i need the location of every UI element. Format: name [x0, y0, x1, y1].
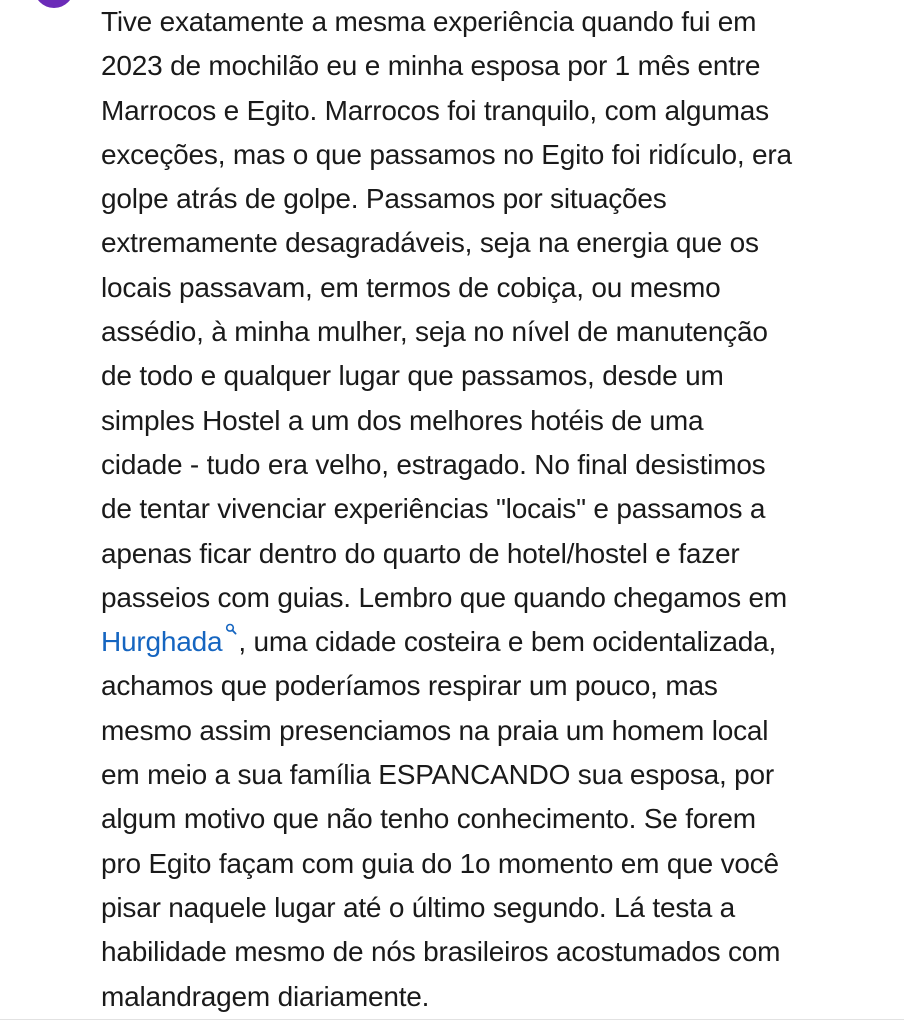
text-line-with-link — [101, 620, 861, 664]
text-line: em meio a sua família ESPANCANDO sua esposa, por — [101, 759, 775, 791]
answer-text — [101, 0, 861, 1019]
text-line: passeios com guias. Lembro que quando chegamos em — [101, 581, 787, 613]
text-line: Marrocos e Egito. Marrocos foi tranquilo, com algumas — [101, 94, 769, 126]
text-line: golpe atrás de golpe. Passamos por situações — [101, 183, 667, 215]
text-line: exceções, mas o que passamos no Egito foi ridículo, era — [101, 138, 792, 170]
bottom-divider — [0, 1019, 904, 1020]
hurghada-search-link[interactable] — [101, 626, 238, 657]
text-line: mesmo assim presenciamos na praia um homem local — [101, 714, 769, 746]
text-line: de tentar vivenciar experiências "locais" e passamos a — [101, 493, 766, 525]
search-icon[interactable] — [225, 623, 237, 635]
text-line: locais passavam, em termos de cobiça, ou mesmo — [101, 271, 721, 303]
text-line: assédio, à minha mulher, seja no nível de manutenção — [101, 316, 768, 348]
text-line: de todo e qualquer lugar que passamos, desde um — [101, 360, 724, 392]
hurghada-link-text[interactable]: Hurghada — [101, 626, 223, 658]
text-line: algum motivo que não tenho conhecimento. Se forem — [101, 803, 756, 835]
text-line: cidade - tudo era velho, estragado. No final desistimos — [101, 448, 766, 480]
text-line: simples Hostel a um dos melhores hotéis de uma — [101, 404, 704, 436]
text-line: malandragem diariamente. — [101, 980, 430, 1012]
text-line: 2023 de mochilão eu e minha esposa por 1 mês entre — [101, 50, 761, 82]
text-line: Tive exatamente a mesma experiência quando fui em — [101, 6, 757, 37]
text-line: pisar naquele lugar até o último segundo. Lá testa a — [101, 891, 736, 923]
author-avatar[interactable] — [34, 0, 74, 8]
text-line: pro Egito façam com guia do 1o momento em que você — [101, 847, 779, 879]
text-after-link: , uma cidade costeira e bem ocidentalizada, — [238, 626, 777, 658]
text-line: apenas ficar dentro do quarto de hotel/hostel e fazer — [101, 537, 740, 569]
text-line: achamos que poderíamos respirar um pouco, mas — [101, 670, 718, 702]
text-line: extremamente desagradáveis, seja na energia que os — [101, 227, 759, 259]
text-line: habilidade mesmo de nós brasileiros acostumados com — [101, 936, 781, 968]
